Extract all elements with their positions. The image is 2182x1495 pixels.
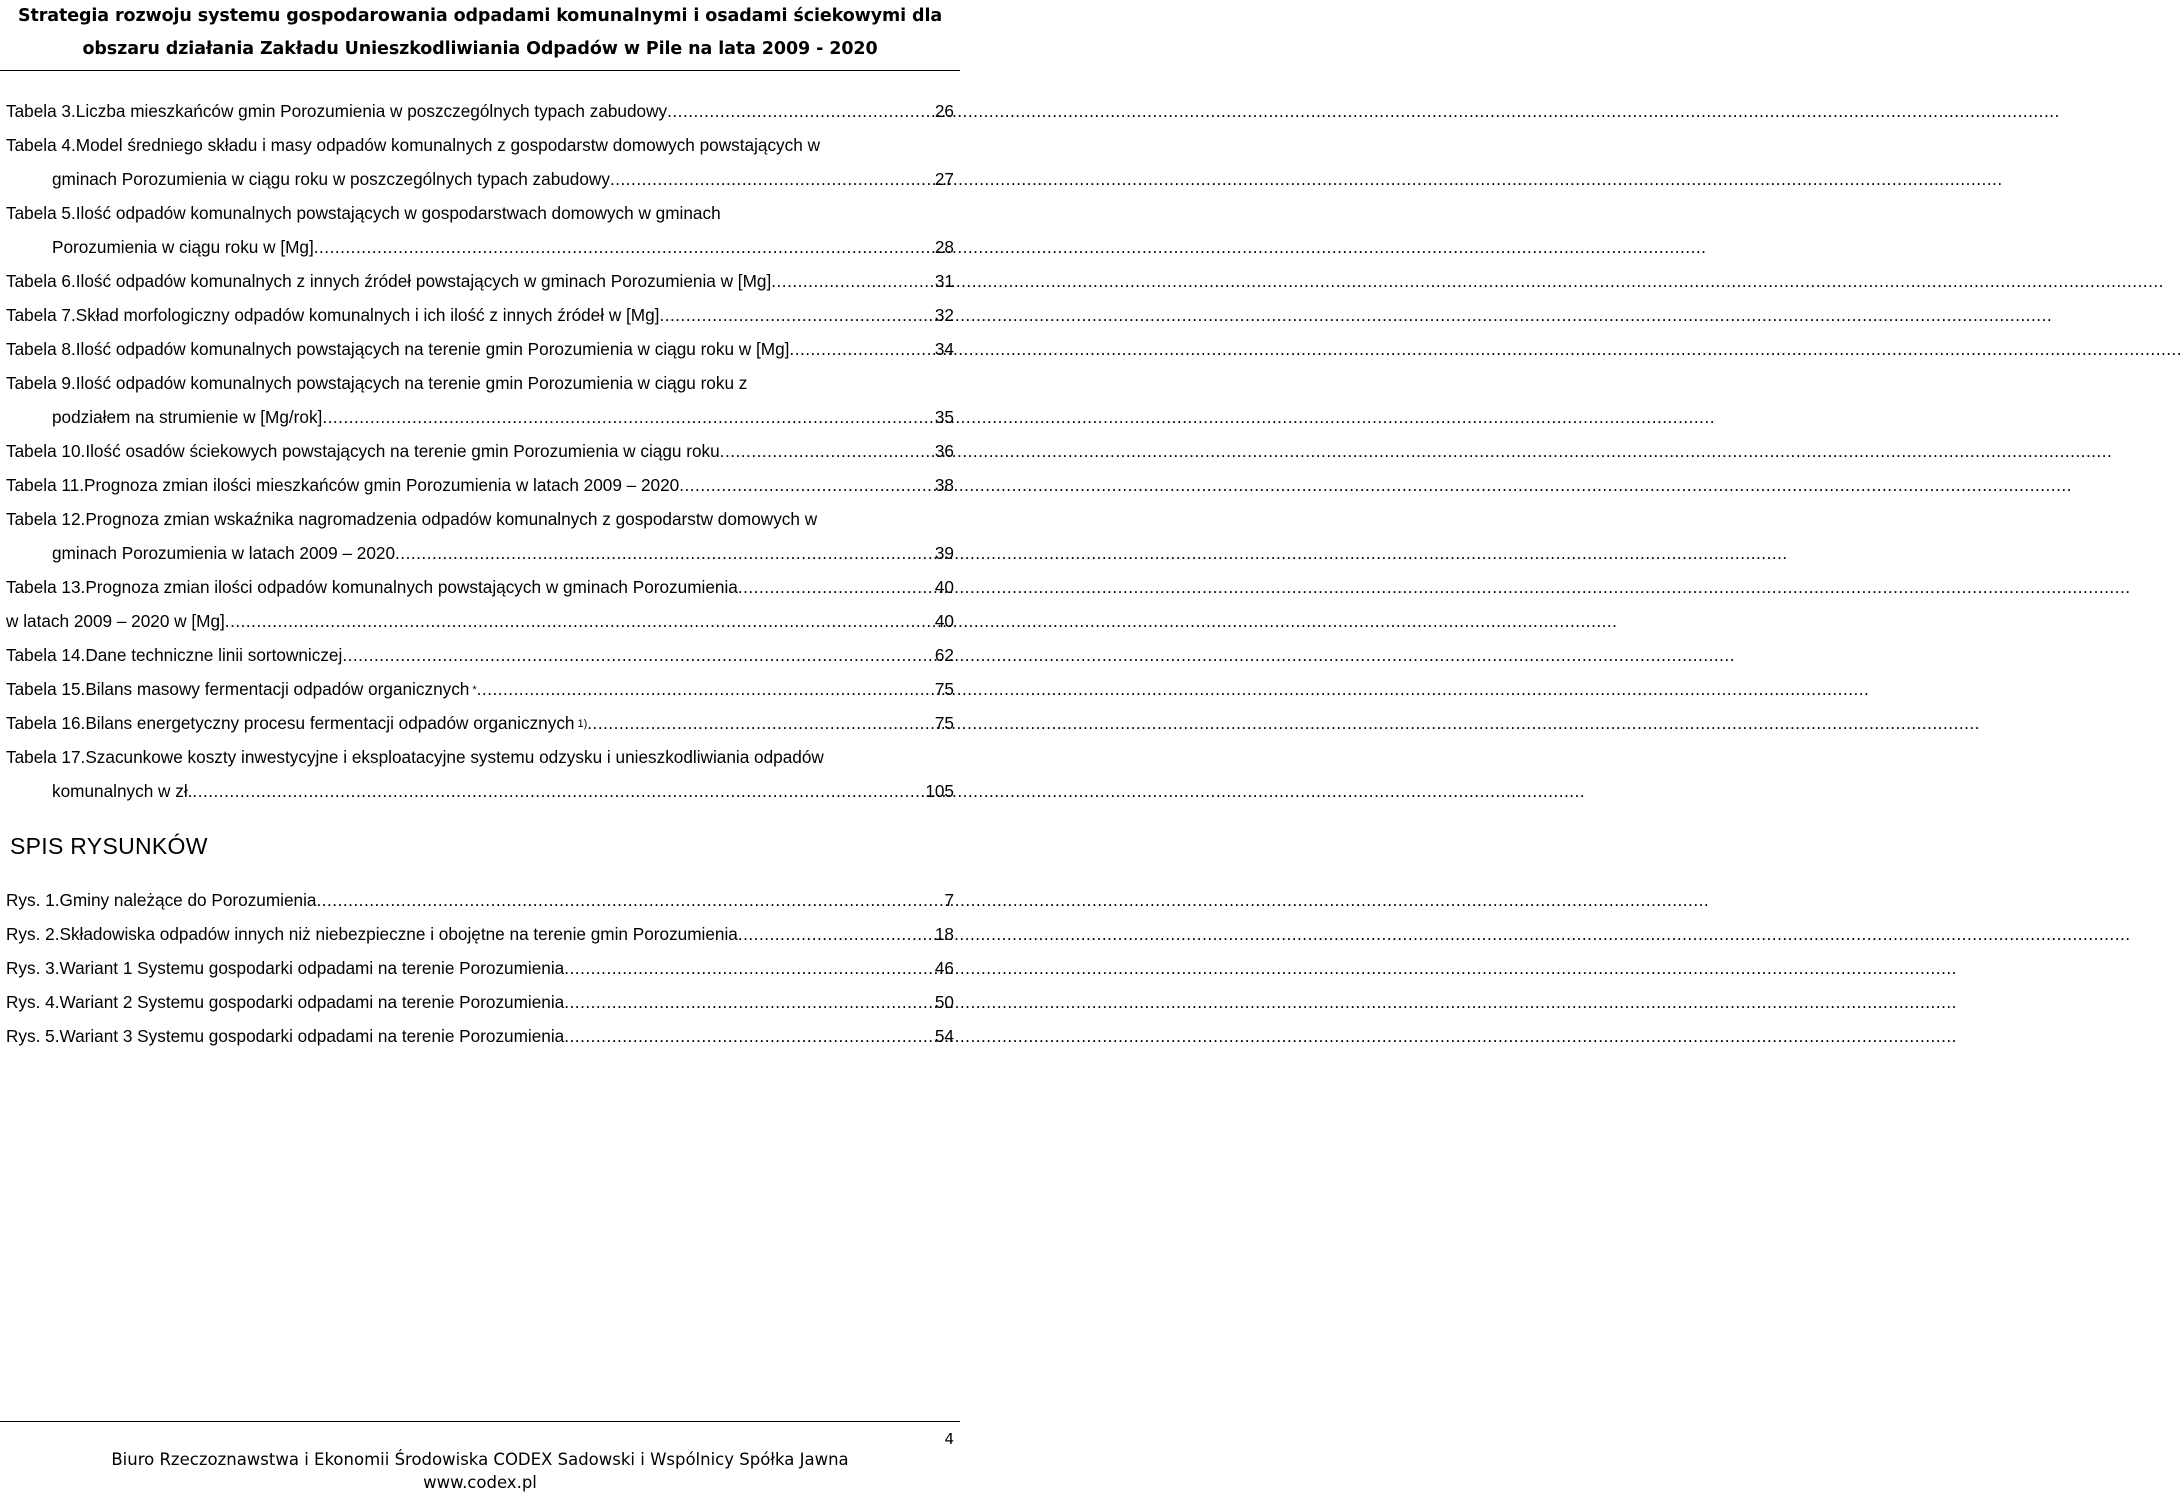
list-of-tables — [6, 94, 954, 808]
entry-page-number: 75 — [934, 679, 954, 699]
entry-title: Prognoza zmian wskaźnika nagromadzenia odpadów komunalnych z gospodarstw domowych w — [85, 509, 818, 529]
figure-toc-entry[interactable] — [6, 985, 954, 1019]
entry-number: Tabela 4. — [6, 135, 76, 155]
figure-toc-entry[interactable] — [6, 1019, 954, 1053]
entry-title: Gminy należące do Porozumienia — [59, 890, 317, 910]
entry-page-number: 38 — [934, 475, 954, 495]
entry-title: Bilans energetyczny procesu fermentacji odpadów organicznych — [85, 713, 575, 733]
running-header — [0, 0, 960, 70]
table-toc-entry[interactable] — [6, 638, 954, 672]
figures-section-title: SPIS RYSUNKÓW — [10, 833, 208, 859]
entry-line — [6, 638, 954, 672]
table-toc-entry[interactable] — [6, 196, 954, 264]
entry-number: Tabela 11. — [6, 475, 85, 495]
entry-number: Rys. 5. — [6, 1026, 60, 1046]
entry-title: Ilość odpadów komunalnych powstających w gospodarstwach domowych w gminach — [75, 203, 721, 223]
entry-title-continued: gminach Porozumienia w latach 2009 – 2020 — [52, 543, 396, 563]
entry-line — [6, 468, 954, 502]
entry-line — [6, 883, 954, 917]
entry-number: Tabela 16. — [6, 713, 86, 733]
entry-line — [6, 366, 954, 400]
entry-title: Skład morfologiczny odpadów komunalnych i ich ilość z innych źródeł w [Mg] — [75, 305, 660, 325]
table-toc-entry[interactable] — [6, 332, 954, 366]
table-toc-entry[interactable] — [6, 570, 954, 604]
entry-title: Wariant 3 Systemu gospodarki odpadami na terenie Porozumienia — [59, 1026, 565, 1046]
entry-title: Bilans masowy fermentacji odpadów organicznych — [85, 679, 470, 699]
entry-page-number: 62 — [934, 645, 954, 665]
entry-line — [6, 196, 954, 230]
dot-leader — [789, 332, 934, 366]
entry-line — [6, 332, 954, 366]
entry-title: Ilość odpadów komunalnych powstających na terenie gmin Porozumienia w ciągu roku z — [75, 373, 748, 393]
entry-line — [6, 740, 954, 774]
entry-number: Rys. 1. — [6, 890, 60, 910]
entry-line — [6, 434, 954, 468]
entry-line — [6, 128, 954, 162]
header-title-line-1: Strategia rozwoju systemu gospodarowania odpadami komunalnymi i osadami ściekowymi dla — [17, 6, 943, 26]
entry-number: Tabela 12. — [6, 509, 86, 529]
entry-page-number: 40 — [934, 577, 954, 597]
entry-number: Tabela 10. — [6, 441, 86, 461]
dot-leader — [667, 94, 935, 128]
table-toc-entry[interactable] — [6, 298, 954, 332]
entry-line — [6, 917, 954, 951]
entry-page-number: 54 — [934, 1026, 954, 1046]
dot-leader — [771, 264, 935, 298]
dot-leader — [322, 400, 935, 434]
entry-line: Tabela 15. Bilans masowy fermentacji odpadów organicznych * ..... 75 — [6, 672, 954, 706]
entry-page-number: 31 — [934, 271, 954, 291]
entry-page-number: 35 — [934, 407, 954, 427]
footer-divider — [0, 1421, 960, 1422]
entry-line — [6, 1019, 954, 1053]
entry-line — [6, 264, 954, 298]
entry-number: Tabela 15. — [6, 679, 86, 699]
entry-title: Prognoza zmian ilości odpadów komunalnych powstających w gminach Porozumienia — [85, 577, 738, 597]
dot-leader — [564, 1019, 935, 1053]
entry-line — [6, 570, 954, 604]
dot-leader — [659, 298, 934, 332]
entry-line — [6, 604, 954, 638]
entry-line — [6, 502, 954, 536]
figure-toc-entry[interactable] — [6, 883, 954, 917]
dot-leader — [314, 230, 935, 264]
header-divider — [0, 70, 960, 71]
entry-page-number: 50 — [934, 992, 954, 1012]
figure-toc-entry[interactable] — [6, 951, 954, 985]
entry-page-number: 34 — [934, 339, 954, 359]
dot-leader — [316, 883, 944, 917]
dot-leader — [477, 672, 935, 706]
entry-line-continued — [6, 162, 954, 196]
entry-line — [6, 985, 954, 1019]
entry-line — [6, 94, 954, 128]
entry-page-number: 105 — [925, 781, 954, 801]
dot-leader — [610, 162, 935, 196]
entry-number: Tabela 17. — [6, 747, 86, 767]
entry-title: Prognoza zmian ilości mieszkańców gmin Porozumienia w latach 2009 – 2020 — [84, 475, 680, 495]
entry-title-continued: Porozumienia w ciągu roku w [Mg] — [52, 237, 314, 257]
entry-line-continued — [6, 400, 954, 434]
page-number: 4 — [944, 1430, 954, 1448]
entry-page-number: 28 — [934, 237, 954, 257]
footer-company: Biuro Rzeczoznawstwa i Ekonomii Środowiska CODEX Sadowski i Wspólnicy Spółka Jawna — [111, 1450, 849, 1469]
entry-number: Tabela 14. — [6, 645, 86, 665]
entry-title-continued: komunalnych w zł. — [52, 781, 193, 801]
list-of-figures — [6, 883, 954, 1053]
figure-toc-entry[interactable] — [6, 917, 954, 951]
table-toc-entry[interactable] — [6, 434, 954, 468]
entry-title-continued: podziałem na strumienie w [Mg/rok] — [52, 407, 323, 427]
dot-leader — [679, 468, 935, 502]
entry-number: Tabela 7. — [6, 305, 76, 325]
entry-page-number: 32 — [934, 305, 954, 325]
entry-number: Rys. 2. — [6, 924, 60, 944]
entry-number: Tabela 5. — [6, 203, 76, 223]
table-toc-entry[interactable] — [6, 502, 954, 570]
table-toc-entry[interactable] — [6, 468, 954, 502]
entry-number: Tabela 13. — [6, 577, 86, 597]
entry-page-number: 26 — [934, 101, 954, 121]
entry-page-number: 40 — [934, 611, 954, 631]
entry-title-continued: gminach Porozumienia w ciągu roku w poszczególnych typach zabudowy — [52, 169, 610, 189]
dot-leader — [192, 774, 925, 808]
entry-number: Tabela 9. — [6, 373, 76, 393]
entry-page-number: 36 — [934, 441, 954, 461]
footer-website: www.codex.pl — [423, 1473, 537, 1492]
entry-number: Rys. 4. — [6, 992, 60, 1012]
running-footer — [0, 1448, 960, 1494]
table-toc-entry[interactable] — [6, 94, 954, 128]
entry-title: Liczba mieszkańców gmin Porozumienia w poszczególnych typach zabudowy — [75, 101, 668, 121]
table-toc-entry[interactable] — [6, 128, 954, 196]
entry-title: Model średniego składu i masy odpadów komunalnych z gospodarstw domowych powstających w — [75, 135, 820, 155]
entry-title: Dane techniczne linii sortowniczej — [85, 645, 343, 665]
entry-number: Rys. 3. — [6, 958, 60, 978]
entry-number: Tabela 6. — [6, 271, 76, 291]
entry-number: Tabela 8. — [6, 339, 76, 359]
entry-title: Ilość odpadów komunalnych z innych źródeł powstających w gminach Porozumienia w [Mg] — [75, 271, 772, 291]
table-toc-entry[interactable] — [6, 366, 954, 434]
entry-title: Składowiska odpadów innych niż niebezpieczne i obojętne na terenie gmin Porozumienia — [59, 924, 738, 944]
entry-page-number: 75 — [934, 713, 954, 733]
dot-leader — [564, 985, 935, 1019]
entry-line-continued — [6, 774, 954, 808]
table-toc-entry[interactable] — [6, 604, 954, 638]
dot-leader — [342, 638, 935, 672]
entry-line-continued — [6, 230, 954, 264]
entry-page-number: 18 — [934, 924, 954, 944]
entry-title: Ilość osadów ściekowych powstających na terenie gmin Porozumienia w ciągu roku — [85, 441, 720, 461]
dot-leader — [395, 536, 935, 570]
table-toc-entry[interactable] — [6, 672, 954, 706]
entry-line-continued — [6, 536, 954, 570]
table-toc-entry[interactable] — [6, 740, 954, 808]
dot-leader — [587, 706, 935, 740]
entry-page-number: 46 — [934, 958, 954, 978]
entry-line — [6, 298, 954, 332]
entry-page-number: 39 — [934, 543, 954, 563]
entry-title: Wariant 1 Systemu gospodarki odpadami na terenie Porozumienia — [59, 958, 565, 978]
table-toc-entry[interactable] — [6, 706, 954, 740]
header-title-line-2: obszaru działania Zakładu Unieszkodliwiania Odpadów w Pile na lata 2009 - 2020 — [82, 39, 878, 59]
entry-number: Tabela 3. — [6, 101, 76, 121]
dot-leader — [738, 570, 935, 604]
dot-leader — [225, 604, 935, 638]
dot-leader — [738, 917, 935, 951]
table-toc-entry[interactable] — [6, 264, 954, 298]
entry-page-number: 7 — [944, 890, 954, 910]
entry-title: Wariant 2 Systemu gospodarki odpadami na terenie Porozumienia — [59, 992, 565, 1012]
dot-leader — [564, 951, 935, 985]
entry-line — [6, 951, 954, 985]
entry-page-number: 27 — [934, 169, 954, 189]
entry-title: w latach 2009 – 2020 w [Mg] — [6, 611, 225, 631]
entry-line: Tabela 16. Bilans energetyczny procesu fermentacji odpadów organicznych $^{1)}$ ..... 75 — [6, 706, 954, 740]
dot-leader — [720, 434, 935, 468]
entry-title: Ilość odpadów komunalnych powstających na terenie gmin Porozumienia w ciągu roku w [Mg] — [75, 339, 790, 359]
entry-title: Szacunkowe koszty inwestycyjne i eksploatacyjne systemu odzysku i unieszkodliwiania odpadów — [85, 747, 824, 767]
